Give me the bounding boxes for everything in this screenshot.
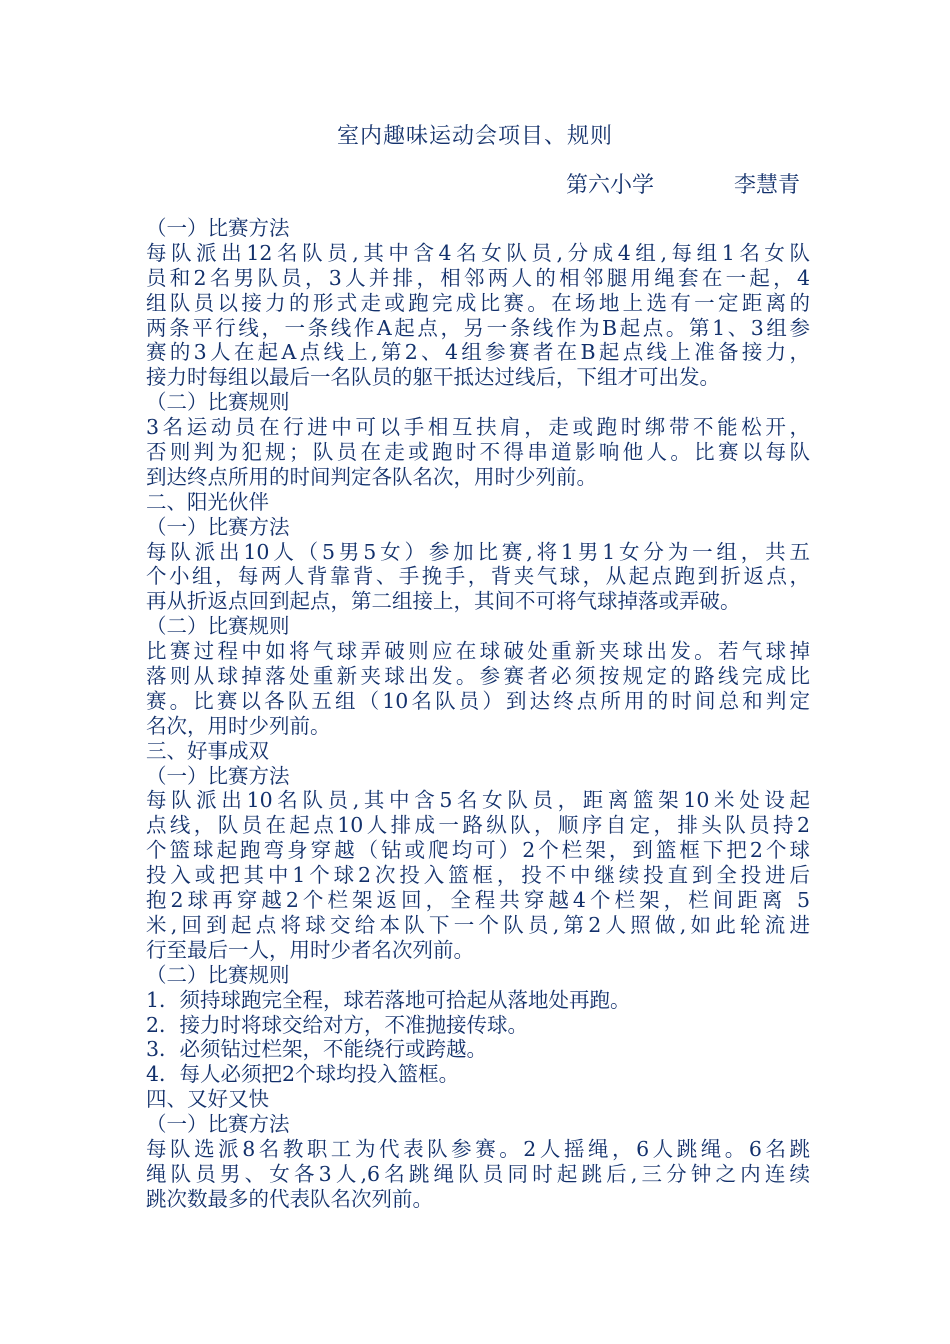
paragraph-line: 否则判为犯规；队员在走或跑时不得串道影响他人。比赛以每队 [146,440,810,465]
section-heading: （一）比赛方法 [146,216,290,240]
paragraph-line: 投入或把其中1个球2次投入篮框，投不中继续投直到全投进后 [146,863,810,888]
paragraph-line: 赛。比赛以各队五组（10名队员）到达终点所用的时间总和判定 [146,688,810,713]
paragraph-line: 行至最后一人，用时少者名次列前。 [146,937,474,962]
section-heading: （二）比赛规则 [146,390,290,415]
section-heading: （一）比赛方法 [146,763,290,788]
paragraph-line: 每队派出12名队员,其中含4名女队员,分成4组,每组1名女队 [146,240,810,265]
paragraph-line: 落则从球掉落处重新夹球出发。参赛者必须按规定的路线完成比 [146,664,810,689]
paragraph-line: 2．接力时将球交给对方，不准抛接传球。 [146,1012,529,1037]
paragraph-line: 绳队员男、女各3人,6名跳绳队员同时起跳后,三分钟之内连续 [146,1161,810,1186]
school-name: 第六小学 [566,173,655,198]
paragraph-line: 赛的3人在起A点线上,第2、4组参赛者在B起点线上准备接力， [146,340,810,365]
section-heading: 二、阳光伙伴 [146,489,269,514]
paragraph-line: 4．每人必须把2个球均投入篮框。 [146,1062,460,1087]
author-line [566,170,800,202]
author-name: 李慧青 [734,173,801,198]
paragraph-line: 名次，用时少列前。 [146,713,331,738]
paragraph-line: 每队派出10人（5男5女）参加比赛,将1男1女分为一组，共五 [146,539,810,564]
paragraph-line: 个篮球起跑弯身穿越（钻或爬均可）2个栏架，到篮框下把2个球 [146,838,810,863]
document-title: 室内趣味运动会项目、规则 [336,124,613,149]
paragraph-line: 每队选派8名教职工为代表队参赛。2人摇绳，6人跳绳。6名跳 [146,1136,810,1161]
paragraph-line: 接力时每组以最后一名队员的躯干抵达过线后，下组才可出发。 [146,365,720,390]
paragraph-line: 3名运动员在行进中可以手相互扶肩，走或跑时绑带不能松开， [146,415,810,440]
paragraph-line: 3．必须钻过栏架，不能绕行或跨越。 [146,1037,488,1062]
paragraph-line: 每队派出10名队员,其中含5名女队员，距离篮架10米处设起 [146,788,810,813]
paragraph-line: 员和2名男队员，3人并排，相邻两人的相邻腿用绳套在一起，4 [146,265,810,290]
paragraph-line: 米,回到起点将球交给本队下一个队员,第2人照做,如此轮流进 [146,912,810,937]
section-heading: 三、好事成双 [146,738,269,763]
section-heading: （一）比赛方法 [146,1112,290,1137]
paragraph-line: 到达终点所用的时间判定各队名次，用时少列前。 [146,464,597,489]
paragraph-line: 跳次数最多的代表队名次列前。 [146,1186,433,1211]
paragraph-line: 抱2球再穿越2个栏架返回，全程共穿越4个栏架，栏间距离 5 [146,888,810,913]
section-heading: （二）比赛规则 [146,962,290,987]
section-heading: 四、又好又快 [146,1087,269,1112]
paragraph-line: 个小组，每两人背靠背、手挽手，背夹气球，从起点跑到折返点， [146,564,810,589]
paragraph-line: 1．须持球跑完全程，球若落地可拾起从落地处再跑。 [146,987,631,1012]
paragraph-line: 比赛过程中如将气球弄破则应在球破处重新夹球出发。若气球掉 [146,639,810,664]
document-body [146,216,810,1212]
section-heading: （二）比赛规则 [146,614,290,639]
paragraph-line: 组队员以接力的形式走或跑完成比赛。在场地上选有一定距离的 [146,290,810,315]
paragraph-line: 再从折返点回到起点，第二组接上，其间不可将气球掉落或弄破。 [146,589,741,614]
paragraph-line: 点线，队员在起点10人排成一路纵队，顺序自定，排头队员持2 [146,813,810,838]
paragraph-line: 两条平行线，一条线作A起点，另一条线作为B起点。第1、3组参 [146,315,810,340]
section-heading: （一）比赛方法 [146,514,290,539]
